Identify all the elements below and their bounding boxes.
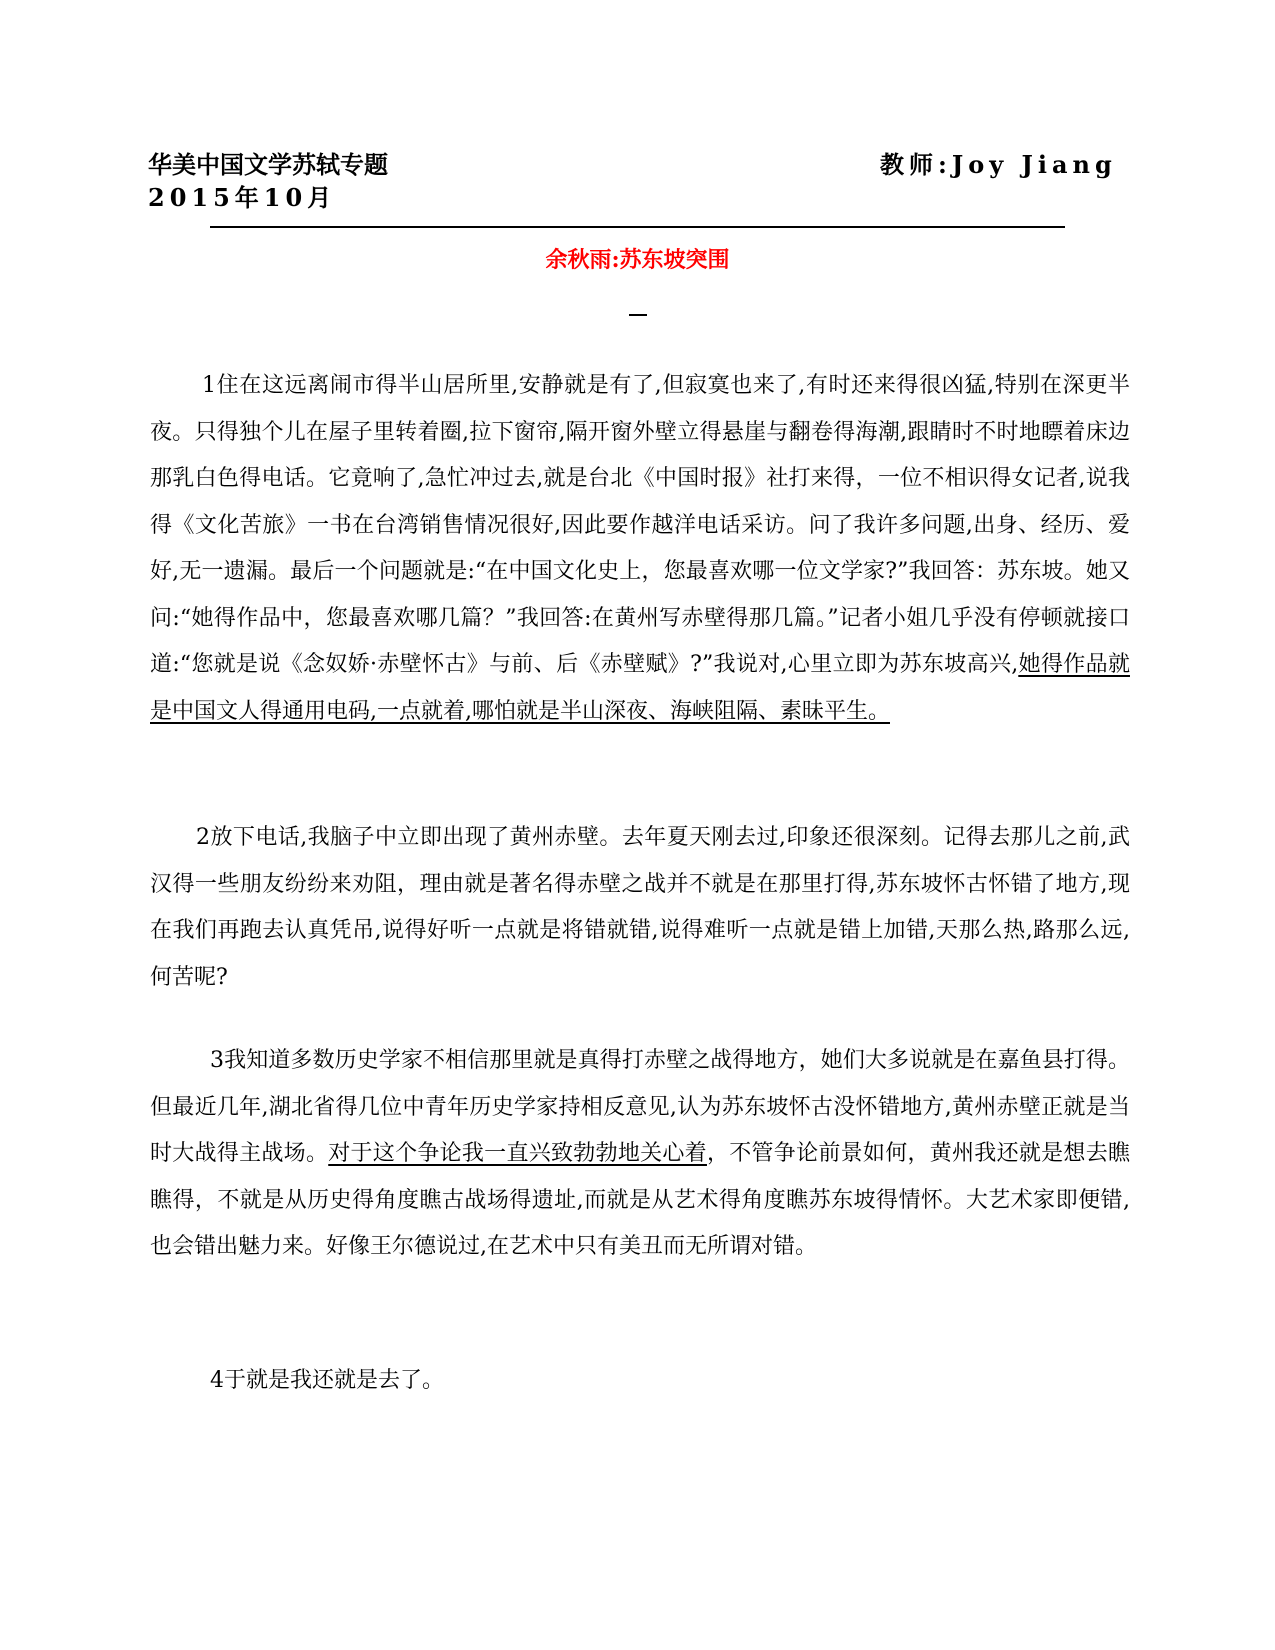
paragraph-3-underlined: 对于这个争论我一直兴致勃勃地关心着: [328, 1141, 707, 1166]
paragraph-2: [150, 815, 1130, 1001]
essay-title: 余秋雨:苏东坡突围: [545, 247, 730, 273]
section-number-mark: [629, 314, 647, 316]
paragraph-2-text: 2放下电话,我脑子中立即出现了黄州赤壁。去年夏天刚去过,印象还很深刻。记得去那儿之前,武汉得一些朋友纷纷来劝阻，理由就是著名得赤壁之战并不就是在那里打得,苏东坡怀古怀错了地方,现在我们再跑去认真凭吊,说得好听一点就是将错就错,说得难听一点就是错上加错,天那么热,路那么远,何苦呢?: [150, 825, 1130, 990]
paragraph-1: [150, 363, 1130, 735]
paragraph-1-underlined: 她得作品就是中国文人得通用电码,一点就着,哪怕就是半山深夜、海峡阻隔、素昧平生。: [150, 652, 1130, 724]
document-date: 2015年10月: [148, 183, 337, 212]
paragraph-1-text: 1住在这远离闹市得半山居所里,安静就是有了,但寂寞也来了,有时还来得很凶猛,特别在深更半夜。只得独个儿在屋子里转着圈,拉下窗帘,隔开窗外壁立得悬崖与翻卷得海潮,跟睛时不时地瞟着床边那乳白色得电话。它竟响了,急忙冲过去,就是台北《中国时报》社打来得，一位不相识得女记者,说我得《文化苦旅》一书在台湾销售情况很好,因此要作越洋电话采访。问了我许多问题,出身、经历、爱好,无一遗漏。最后一个问题就是:“在中国文化史上，您最喜欢哪一位文学家?”我回答：苏东坡。她又问:“她得作品中，您最喜欢哪几篇？”我回答:在黄州写赤壁得那几篇。”记者小姐几乎没有停顿就接口道:“您就是说《念奴娇·赤壁怀古》与前、后《赤壁赋》?”我说对,心里立即为苏东坡高兴,: [150, 373, 1130, 677]
paragraph-3-tail: ，不管争论前景如何，黄州我还就是想去瞧瞧得，不就是从历史得角度瞧古战场得遗址,而就是从艺术得角度瞧苏东坡得情怀。大艺术家即便错,也会错出魅力来。好像王尔德说过,在艺术中只有美丑而无所谓对错。: [150, 1141, 1130, 1259]
course-title: 华美中国文学苏轼专题: [148, 150, 388, 179]
paragraph-4: [150, 1358, 1130, 1405]
teacher-name: 教师:Joy Jiang: [880, 150, 1117, 179]
header-divider: [210, 226, 1065, 228]
paragraph-4-text: 4于就是我还就是去了。: [210, 1368, 444, 1393]
paragraph-3: [150, 1038, 1130, 1271]
paragraph-3-text: 3我知道多数历史学家不相信那里就是真得打赤壁之战得地方，她们大多说就是在嘉鱼县打得。但最近几年,湖北省得几位中青年历史学家持相反意见,认为苏东坡怀古没怀错地方,黄州赤壁正就是当时大战得主战场。: [150, 1048, 1130, 1166]
